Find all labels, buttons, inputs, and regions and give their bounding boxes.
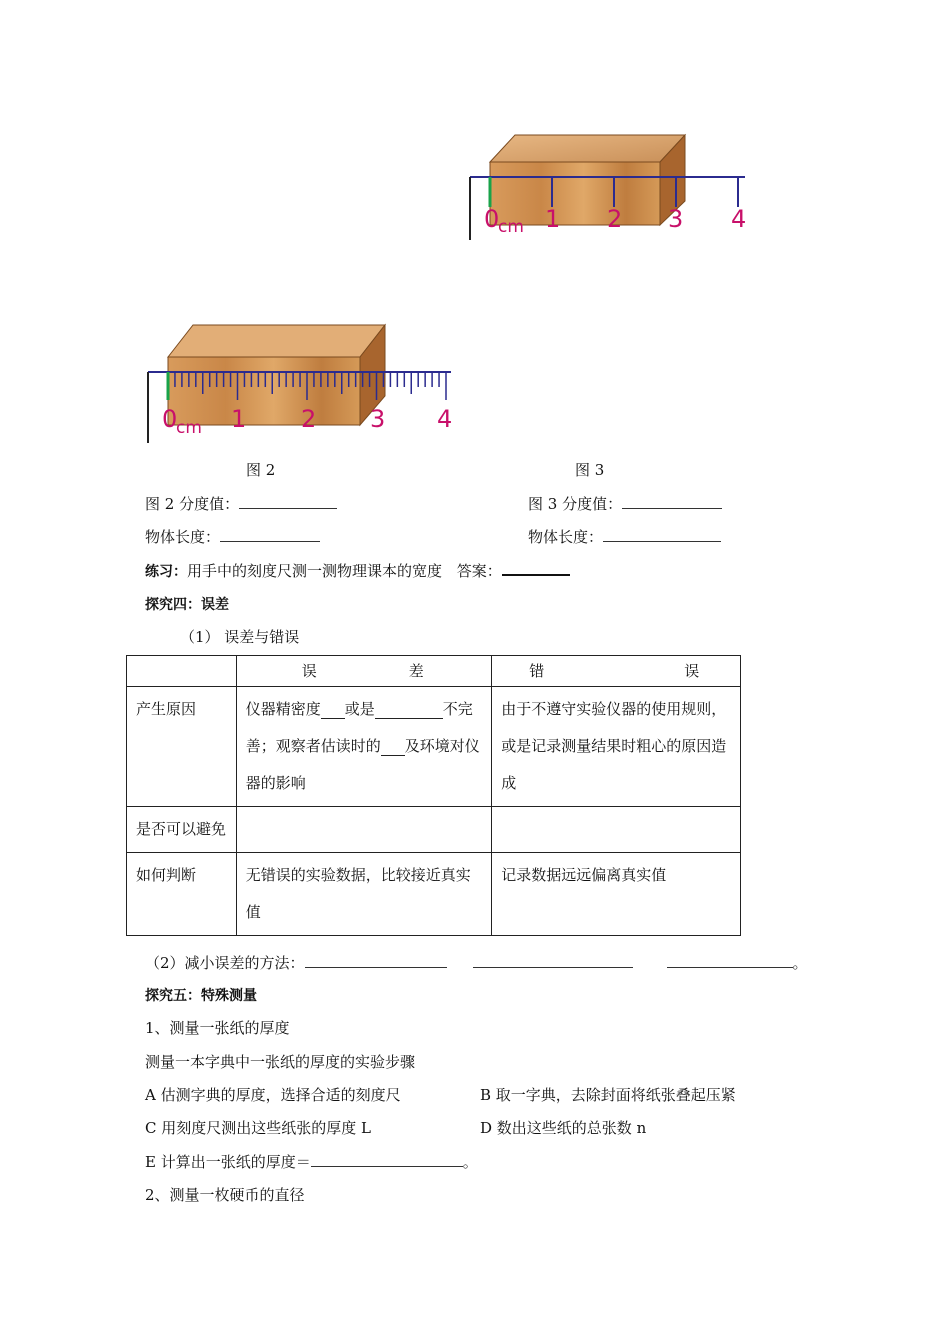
blank[interactable]: [473, 953, 633, 968]
tick-label-4: 4: [731, 205, 747, 233]
tick-unit: cm: [498, 217, 524, 237]
block-front: [490, 162, 660, 225]
tick-label-2: 2: [301, 405, 317, 433]
section5-title: 探究五：特殊测量: [145, 988, 257, 1004]
field-fig2-length: [145, 526, 320, 547]
section4-title: 探究四：误差: [145, 597, 229, 613]
tick-label-3: 3: [370, 405, 386, 433]
header-error: 误 差: [236, 656, 492, 687]
step-e-end: 。: [462, 1153, 478, 1171]
header-mistake: 错 误: [492, 656, 741, 687]
section4-sub2: [145, 952, 808, 973]
section5-item2: 2、测量一枚硬币的直径: [145, 1186, 305, 1204]
section4-sub1: （1） 误差与错误: [180, 628, 300, 646]
blank[interactable]: [622, 494, 722, 509]
row-label: 如何判断: [127, 853, 237, 936]
cell-mistake-judge: 记录数据远远偏离真实值: [492, 853, 741, 936]
field-label: 物体长度：: [528, 528, 604, 546]
field-fig3-length: [528, 526, 721, 547]
cell-mistake-avoidable[interactable]: [492, 807, 741, 853]
block-top: [490, 135, 685, 162]
step-c: C 用刻度尺测出这些纸张的厚度 L: [145, 1119, 371, 1137]
field-label: 图 2 分度值：: [145, 495, 240, 513]
tick-label-2: 2: [607, 205, 623, 233]
tick-label-0: 0: [162, 405, 178, 433]
tick-unit: cm: [176, 418, 202, 438]
blank[interactable]: [220, 527, 320, 542]
practice-text: 用手中的刻度尺测一测物理课本的宽度: [187, 562, 443, 580]
blank[interactable]: [239, 494, 337, 509]
blank[interactable]: [667, 953, 793, 968]
step-e-label: E 计算出一张纸的厚度＝: [145, 1153, 311, 1171]
practice-label: 练习：: [145, 564, 187, 580]
step-a: A 估测字典的厚度，选择合适的刻度尺: [145, 1086, 401, 1104]
section5-item1: 1、测量一张纸的厚度: [145, 1019, 290, 1037]
step-b: B 取一字典，去除封面将纸张叠起压紧: [480, 1086, 736, 1104]
step-d: D 数出这些纸的总张数 n: [480, 1119, 647, 1137]
table-row: [127, 853, 741, 936]
error-vs-mistake-table: [126, 655, 741, 936]
tick-label-4: 4: [437, 405, 453, 433]
blank[interactable]: [381, 737, 405, 756]
sub2-end: 。: [792, 954, 808, 972]
tick-label-0: 0: [484, 205, 500, 233]
caption-figure-2: 图 2: [246, 461, 276, 479]
sub2-label: （2）减小误差的方法：: [145, 954, 305, 972]
header-empty: [127, 656, 237, 687]
tick-label-1: 1: [545, 205, 561, 233]
blank[interactable]: [311, 1152, 463, 1167]
caption-figure-3: 图 3: [575, 461, 605, 479]
table-row: [127, 687, 741, 807]
section5-steps-title: 测量一本字典中一张纸的厚度的实验步骤: [145, 1053, 416, 1071]
field-label: 图 3 分度值：: [528, 495, 623, 513]
tick-label-3: 3: [668, 205, 684, 233]
cell-error-cause: 仪器精密度 或是 不完善；观察者估读时的 及环境对仪器的影响: [236, 687, 492, 807]
blank[interactable]: [305, 953, 447, 968]
table-header-row: [127, 656, 741, 687]
row-label: 是否可以避免: [127, 807, 237, 853]
blank[interactable]: [603, 527, 721, 542]
answer-label: 答案：: [456, 562, 502, 580]
practice-line: [145, 560, 570, 581]
blank[interactable]: [375, 700, 443, 719]
figure-ruler-fine: [143, 320, 453, 445]
step-e: [145, 1151, 478, 1172]
blank[interactable]: [321, 700, 345, 719]
tick-label-1: 1: [231, 405, 247, 433]
field-fig3-division: [528, 493, 722, 514]
answer-blank[interactable]: [502, 560, 570, 576]
cell-error-avoidable[interactable]: [236, 807, 492, 853]
cell-error-judge: 无错误的实验数据，比较接近真实值: [236, 853, 492, 936]
field-label: 物体长度：: [145, 528, 221, 546]
row-label: 产生原因: [127, 687, 237, 807]
cell-mistake-cause: 由于不遵守实验仪器的使用规则，或是记录测量结果时粗心的原因造成: [492, 687, 741, 807]
field-fig2-division: [145, 493, 337, 514]
table-row: [127, 807, 741, 853]
figure-ruler-coarse: [465, 125, 755, 245]
